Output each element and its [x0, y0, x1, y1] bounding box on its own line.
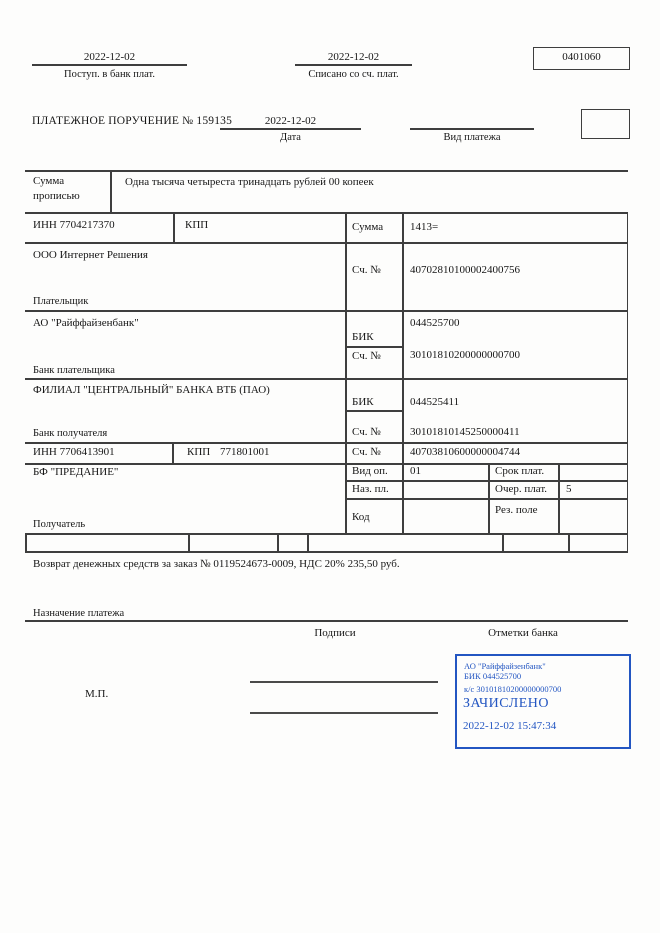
- grid-line: [25, 242, 628, 244]
- grid-line: [173, 212, 175, 242]
- grid-line: [502, 533, 504, 551]
- payer-account-label: Сч. №: [352, 264, 381, 276]
- grid-line: [25, 212, 628, 214]
- payee-bank-account: 30101810145250000411: [410, 426, 520, 438]
- grid-line: [345, 480, 628, 482]
- grid-line: [295, 64, 412, 66]
- grid-line: [110, 170, 112, 212]
- grid-line: [568, 533, 570, 551]
- op-kind-value: 01: [410, 465, 421, 477]
- grid-line: [627, 212, 629, 551]
- payer-bank-bik-label: БИК: [352, 331, 374, 343]
- stamp-corr-line: к/с 30101810200000000700: [464, 684, 562, 694]
- date-label: Дата: [280, 132, 301, 143]
- grid-line: [488, 463, 490, 533]
- grid-line: [25, 310, 628, 312]
- written-off-label: Списано со сч. плат.: [308, 69, 399, 80]
- form-code-box: [533, 47, 630, 70]
- priority-label: Очер. плат.: [495, 483, 548, 495]
- grid-line: [25, 533, 628, 535]
- grid-line: [25, 170, 628, 172]
- payer-bank-account-label: Сч. №: [352, 350, 381, 362]
- payment-kind-label: Вид платежа: [443, 132, 501, 143]
- grid-line: [277, 533, 279, 551]
- payee-inn: ИНН 7706413901: [33, 446, 115, 458]
- payee-bank-bik-label: БИК: [352, 396, 374, 408]
- payer-bank-name: АО "Райффайзенбанк": [33, 317, 139, 329]
- payer-bank-bik: 044525700: [410, 317, 460, 329]
- grid-line: [25, 533, 27, 551]
- amount-words-label: Сумма прописью: [33, 175, 80, 202]
- payer-account: 40702810100002400756: [410, 264, 520, 276]
- grid-line: [172, 442, 174, 463]
- grid-line: [345, 410, 402, 412]
- grid-line: [188, 533, 190, 551]
- code-label: Код: [352, 511, 370, 523]
- signature-line: [250, 712, 438, 714]
- payee-section-label: Получатель: [33, 519, 86, 530]
- pay-term-label: Срок плат.: [495, 465, 545, 477]
- grid-line: [345, 346, 402, 348]
- bank-stamp: [455, 654, 631, 749]
- payer-bank-account: 30101810200000000700: [410, 349, 520, 361]
- payee-bank-section-label: Банк получателя: [33, 428, 108, 439]
- stamp-bik-line: БИК 044525700: [464, 671, 522, 681]
- payer-inn: ИНН 7704217370: [33, 219, 115, 231]
- pay-purpose-label: Наз. пл.: [352, 483, 389, 495]
- stamp-place-label: М.П.: [85, 688, 109, 700]
- payee-bank-bik: 044525411: [410, 396, 460, 408]
- doc-title: ПЛАТЕЖНОЕ ПОРУЧЕНИЕ № 159135: [32, 115, 233, 127]
- payee-kpp: 771801001: [220, 446, 270, 458]
- bank-marks-label: Отметки банка: [488, 627, 558, 639]
- priority-value: 5: [566, 483, 572, 495]
- op-kind-label: Вид оп.: [352, 465, 388, 477]
- amount-sum-label: Сумма: [352, 221, 384, 233]
- payee-name: БФ "ПРЕДАНИЕ": [33, 466, 119, 478]
- grid-line: [558, 463, 560, 533]
- payer-section-label: Плательщик: [33, 296, 89, 307]
- amount-sum-value: 1413=: [410, 221, 439, 233]
- payer-bank-section-label: Банк плательщика: [33, 365, 115, 376]
- doc-date: 2022-12-02: [264, 115, 317, 127]
- written-off-date: 2022-12-02: [327, 51, 380, 63]
- grid-line: [32, 64, 187, 66]
- amount-words: Одна тысяча четыреста тринадцать рублей 00 копеек: [125, 176, 374, 188]
- payee-bank-account-label: Сч. №: [352, 426, 381, 438]
- signatures-label: Подписи: [314, 627, 356, 639]
- grid-line: [307, 533, 309, 551]
- stamp-status: ЗАЧИСЛЕНО: [463, 696, 549, 711]
- grid-line: [345, 498, 628, 500]
- payee-account-label: Сч. №: [352, 446, 381, 458]
- signature-line: [250, 681, 438, 683]
- received-label: Поступ. в банк плат.: [64, 69, 155, 80]
- payee-kpp-label: КПП: [187, 446, 211, 458]
- received-date: 2022-12-02: [83, 51, 136, 63]
- grid-line: [25, 620, 628, 622]
- form-code: 0401060: [562, 51, 601, 63]
- grid-line: [402, 212, 404, 533]
- purpose-text: Возврат денежных средств за заказ № 0119524673-0009, НДС 20% 235,50 руб.: [33, 558, 400, 570]
- payment-kind-box: [581, 109, 630, 139]
- grid-line: [25, 551, 628, 553]
- grid-line: [25, 378, 628, 380]
- grid-line: [345, 212, 347, 533]
- payee-bank-name: ФИЛИАЛ "ЦЕНТРАЛЬНЫЙ" БАНКА ВТБ (ПАО): [33, 384, 270, 396]
- grid-line: [220, 128, 361, 130]
- grid-line: [410, 128, 534, 130]
- reserve-label: Рез. поле: [495, 504, 538, 516]
- purpose-section-label: Назначение платежа: [33, 608, 125, 619]
- payer-kpp-label: КПП: [185, 219, 209, 231]
- payer-name: ООО Интернет Решения: [33, 249, 148, 261]
- stamp-bank-name: АО "Райффайзенбанк": [464, 661, 546, 671]
- payee-account: 40703810600000004744: [410, 446, 520, 458]
- stamp-datetime: 2022-12-02 15:47:34: [463, 720, 557, 732]
- grid-line: [25, 442, 628, 444]
